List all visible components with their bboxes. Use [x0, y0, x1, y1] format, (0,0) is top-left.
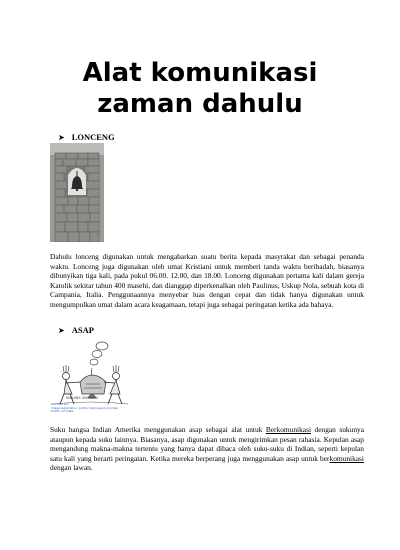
- section-paragraph-lonceng: Dahulu lonceng digunakan untuk mengabarkan suatu berita kepada masyrakat dan sebagai penanda waktu. Lonceng juga digunakan oleh umat Kristiani untuk memberi tanda waktu beribadah, biasanya dibunyikan tiga kali, pada pukul 06.00. 12.00, dan 18.00. Lonceng digunakan pertama kali dalam gereja Katolik sekitar tahun 400 masehi, dan dianggap diperkenalkan oleh Paulinus, Uskup Nola, sebuah kota di Campania, Italia. Penggunaannya menyebar luas dengan cepat dan tidak hanya digunakan untuk mengumpulkan umat dalam acara keagamaan, tetapi juga sebagai peringatan ketika ada bahaya.: [50, 252, 364, 309]
- arrowhead-bullet-icon: ➤: [58, 326, 65, 335]
- komunikasi-link[interactable]: komunikasi: [329, 453, 364, 463]
- section-heading-label: ASAP: [71, 325, 94, 335]
- paragraph-text: dengan lawan.: [50, 463, 93, 473]
- bell-tower-image: [50, 143, 104, 242]
- paragraph-text: Suku bangsa Indian Amerika menggunakan asap sebagai alat untuk: [50, 425, 266, 434]
- section-heading-asap: [58, 325, 94, 336]
- section-heading-lonceng: [58, 132, 115, 143]
- paragraph-text: dengan sukunya ataupun kepada suku lainnya. Biasanya, asap digunakan untuk mengirimkan pesan rahasia. Kepulan asap mengandung makna-makna tertentu yang hanya dapat dibaca oleh suku-suku di Indian, seperti kepulan satu kali yang berarti peringatan. Ketika mereka berperang juga menggunakan asap untuk ber: [50, 425, 364, 463]
- page-title: Alat komunikasi zaman dahulu: [82, 58, 318, 119]
- section-heading-label: LONCENG: [71, 132, 115, 142]
- image-credit-line: Member: 0.1: [51, 402, 69, 406]
- image-credit-line: Image registration: profile cheimage11 member: [51, 405, 119, 410]
- section-paragraph-asap: [50, 425, 364, 473]
- berkomunikasi-link[interactable]: Berkomunikasi: [265, 425, 312, 434]
- image-credit: [51, 403, 118, 414]
- image-credit-line: Profile: Animate: [51, 409, 74, 414]
- arrowhead-bullet-icon: ➤: [58, 133, 65, 142]
- image-caption: INDIANS SMOKING: [66, 396, 99, 400]
